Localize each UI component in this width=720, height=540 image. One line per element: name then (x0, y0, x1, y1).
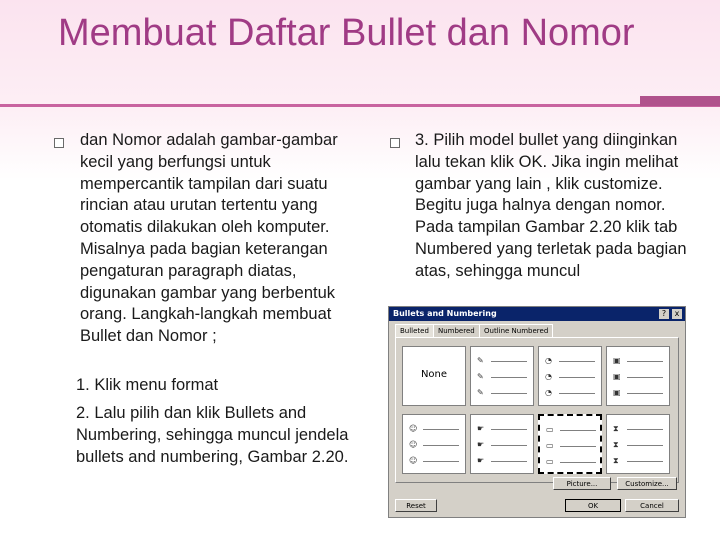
bullets-numbering-dialog (388, 306, 686, 518)
computer-icon: ▣ (613, 372, 621, 381)
hourglass-icon: ⧗ (613, 440, 619, 449)
accent-block (640, 96, 720, 106)
left-paragraph: dan Nomor adalah gambar-gambar kecil yang berfungsi untuk mempercantik tampilan dari suatu rincian atau urutan tertentu yang otomatis dilakukan oleh komputer. Misalnya pada bagian keterangan pengaturan paragraph diatas, digunakan gambar yang berbentuk orang. Langkah-langkah membuat Bullet dan Nomor ; (80, 131, 338, 346)
bullet-option[interactable] (470, 346, 534, 406)
smiley-icon: ☺ (409, 456, 418, 465)
ok-button[interactable]: OK (565, 499, 621, 512)
hand-icon: ☛ (477, 424, 485, 433)
hand-icon: ☛ (477, 440, 485, 449)
help-button[interactable]: ? (659, 309, 669, 319)
right-paragraph: 3. Pilih model bullet yang diinginkan lalu tekan klik OK. Jika ingin melihat gambar yang lain , klik customize. Begitu juga halnya dengan nomor. Pada tampilan Gambar 2.20 klik tab Numbered yang terletak pada bagian atas, sehingga muncul (415, 131, 687, 280)
bullet-option-none[interactable] (402, 346, 466, 406)
clock-icon: ◔ (545, 356, 552, 365)
hollow-square-icon (390, 138, 400, 148)
none-label: None (420, 369, 448, 380)
tab-outline-numbered[interactable]: Outline Numbered (479, 324, 553, 337)
pen-icon: ✎ (477, 388, 484, 397)
bullet-option-selected[interactable] (538, 414, 602, 474)
hollow-square-icon (54, 138, 64, 148)
bullet-option[interactable] (538, 346, 602, 406)
bullet-option[interactable] (470, 414, 534, 474)
folder-icon: ▭ (546, 457, 554, 466)
close-button[interactable]: x (672, 309, 682, 319)
cancel-button[interactable]: Cancel (625, 499, 679, 512)
customize-button[interactable]: Customize... (617, 477, 677, 490)
accent-line (0, 104, 720, 107)
dialog-title: Bullets and Numbering (389, 307, 685, 321)
slide-title: Membuat Daftar Bullet dan Nomor (58, 12, 635, 54)
pen-icon: ✎ (477, 356, 484, 365)
hand-icon: ☛ (477, 456, 485, 465)
smiley-icon: ☺ (409, 440, 418, 449)
tab-bulleted[interactable]: Bulleted (395, 324, 434, 337)
bullet-gallery (395, 337, 679, 483)
bullet-option[interactable] (606, 414, 670, 474)
left-step-2: 2. Lalu pilih dan klik Bullets and Numbering, sehingga muncul jendela bullets and numbering, Gambar 2.20. (76, 404, 349, 466)
hourglass-icon: ⧗ (613, 456, 619, 465)
clock-icon: ◔ (545, 372, 552, 381)
folder-icon: ▭ (546, 441, 554, 450)
bullet-option[interactable] (606, 346, 670, 406)
picture-button[interactable]: Picture... (553, 477, 611, 490)
pen-icon: ✎ (477, 372, 484, 381)
title-area (0, 0, 720, 106)
bullet-option[interactable] (402, 414, 466, 474)
clock-icon: ◔ (545, 388, 552, 397)
folder-icon: ▭ (546, 425, 554, 434)
smiley-icon: ☺ (409, 424, 418, 433)
tab-numbered[interactable]: Numbered (433, 324, 480, 337)
reset-button[interactable]: Reset (395, 499, 437, 512)
hourglass-icon: ⧗ (613, 424, 619, 433)
computer-icon: ▣ (613, 388, 621, 397)
left-step-1: 1. Klik menu format (76, 376, 219, 394)
computer-icon: ▣ (613, 356, 621, 365)
